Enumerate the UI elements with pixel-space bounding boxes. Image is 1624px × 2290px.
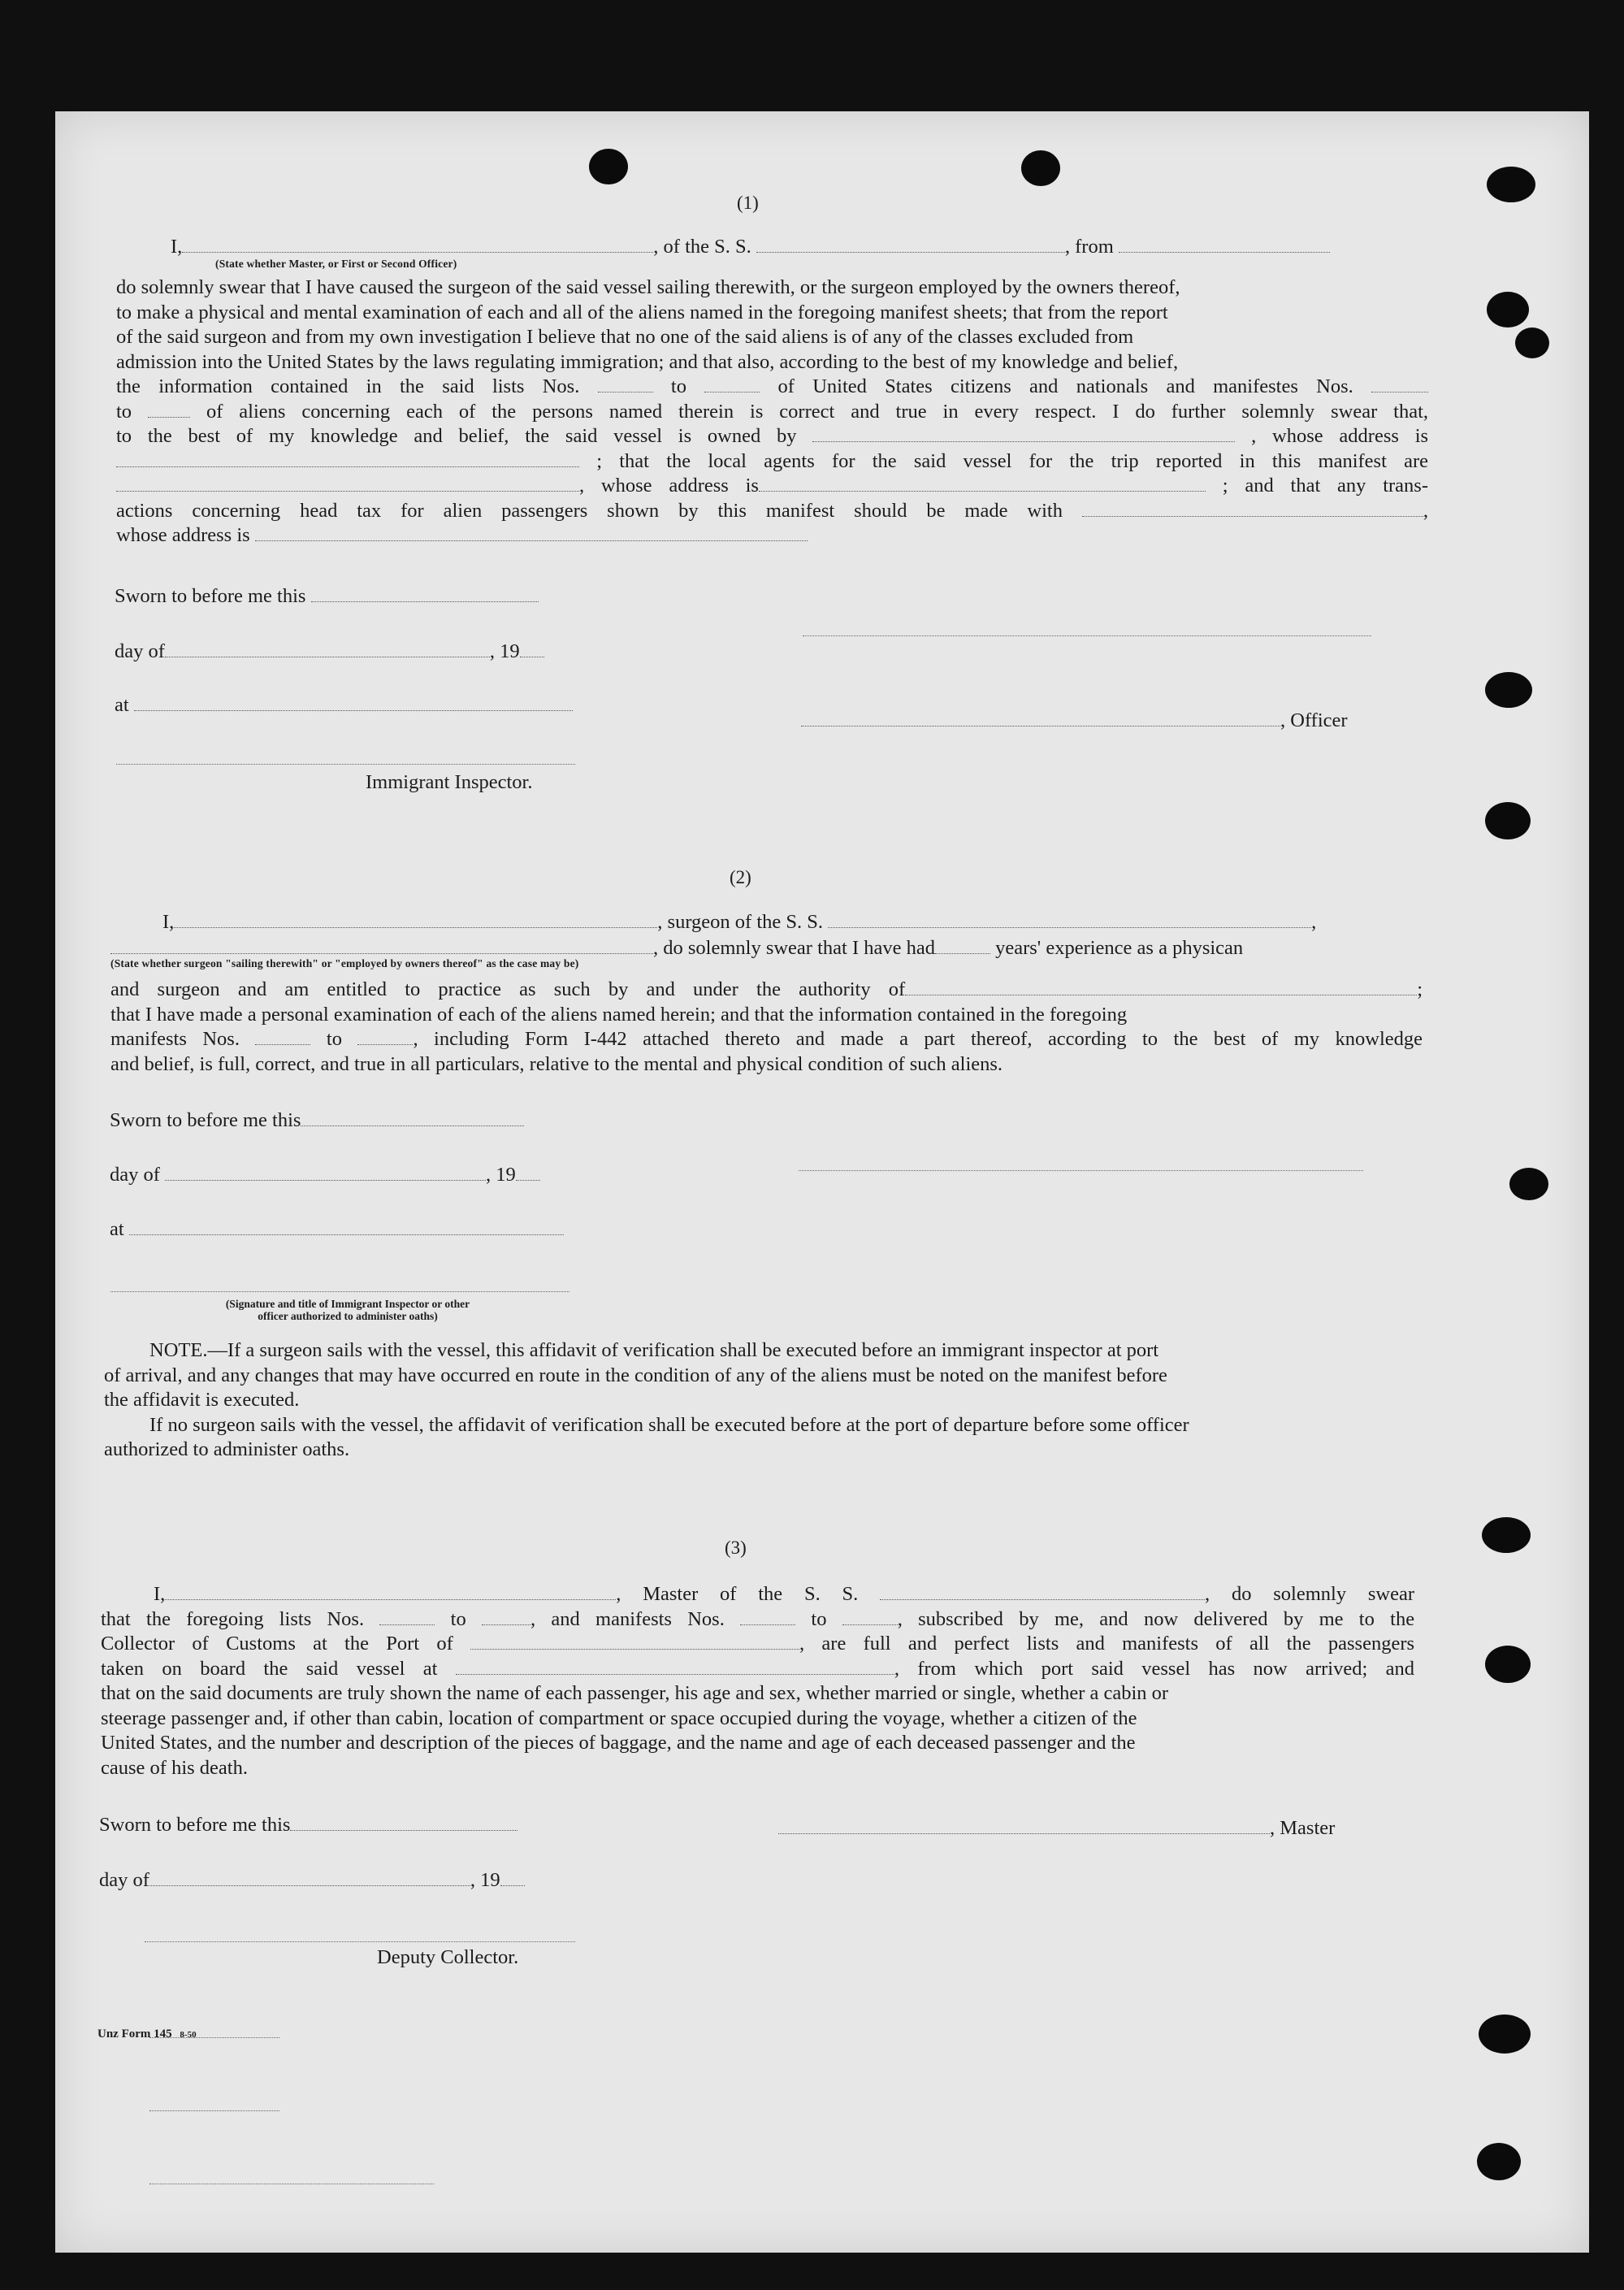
s2-manifests-to-blank[interactable] [357,1030,413,1045]
head-tax-contact-blank[interactable] [1082,501,1423,516]
s3-manifests-from-blank[interactable] [740,1610,795,1624]
punch-hole [1485,802,1531,839]
form-number: Unz Form 145 8-50 [97,2028,197,2041]
section-2-body: and surgeon and am entitled to practice as such by and under the authority of ; that I have made a personal examination of each of the aliens named herein; and that the information contained in the foregoing manifests Nos. to , including Form I-442 attached thereto and made a part thereof, according to the best of my knowledge and belief, is full, correct, and true in all particulars, relative to the mental and physical condition of such aliens. [110,978,1423,1075]
deputy-collector-label: Deputy Collector. [377,1946,519,1968]
section-1-number: (1) [737,193,759,213]
day-of-3: day of , 19 [99,1869,525,1892]
punch-hole [1482,1517,1531,1553]
section-2-number: (2) [730,867,751,887]
year-1-blank[interactable] [520,643,544,657]
officer-signature-blank[interactable] [801,712,1280,726]
port-blank[interactable] [470,1635,799,1650]
section-1-opening: I, , of the S. S. , from [171,236,1330,258]
punch-hole [1021,150,1060,186]
sworn-3-blank[interactable] [290,1816,518,1831]
officer-1: , Officer [801,709,1348,732]
note-paragraph: NOTE.—If a surgeon sails with the vessel, this affidavit of verification shall be executed before an immigrant inspector at port of arrival, and any changes that may have occurred en route in the condition of any of the aliens must be noted on the manifest before the affidavit is executed. If no surgeon sails with the vessel, the affidavit of verification shall be executed before at the port of departure before some officer authorized to administer oaths. [104,1339,1189,1460]
signature-title-note: (Signature and title of Immigrant Inspector or other officer authorized to administer oaths) [225,1298,470,1322]
head-tax-address-blank[interactable] [255,527,808,541]
master-signature-blank[interactable] [778,1819,1270,1834]
day-of-2-blank[interactable] [165,1166,486,1181]
section-2-line-2: , do solemnly swear that I have had years' experience as a physican [110,937,1243,960]
deputy-line[interactable] [145,1941,575,1942]
punch-hole [1479,2015,1531,2054]
authority-blank[interactable] [905,981,1417,995]
at-2: at [110,1218,564,1241]
footer-line [149,2037,279,2038]
local-agents-blank[interactable] [116,477,579,492]
surgeon-name-blank[interactable] [174,913,657,928]
inspector-line-2[interactable] [110,1291,569,1292]
manifests-from-blank[interactable] [1371,378,1428,393]
punch-hole [1485,1646,1531,1683]
s3-manifests-to-blank[interactable] [842,1610,898,1624]
agents-address-blank[interactable] [759,477,1206,492]
s3-lists-to-blank[interactable] [482,1610,531,1624]
s3-lists-from-blank[interactable] [379,1610,435,1624]
role-note: (State whether Master, or First or Second Officer) [215,258,457,270]
boarding-port-blank[interactable] [456,1659,894,1674]
punch-hole [589,149,628,184]
master-3: , Master [778,1817,1335,1840]
s2-manifests-from-blank[interactable] [255,1030,310,1045]
punch-hole [1485,672,1532,708]
lists-from-blank[interactable] [598,378,653,393]
years-blank[interactable] [935,939,990,954]
sworn-2-blank[interactable] [301,1112,524,1126]
day-of-3-blank[interactable] [149,1871,470,1886]
footer-line [149,2110,279,2111]
at-2-blank[interactable] [129,1221,564,1235]
form-page [55,111,1589,2253]
punch-hole [1477,2143,1521,2180]
sworn-1: Sworn to before me this [115,585,539,608]
punch-hole [1509,1168,1548,1200]
punch-hole [1487,167,1535,202]
immigrant-inspector-label: Immigrant Inspector. [366,771,533,793]
day-of-2: day of , 19 [110,1164,540,1186]
sworn-1-blank[interactable] [311,588,539,602]
owner-address-blank[interactable] [116,452,579,466]
surgeon-type-blank[interactable] [110,939,653,954]
punch-hole [1515,327,1549,358]
punch-hole [1487,292,1529,327]
signature-line-1[interactable] [803,635,1371,636]
day-of-1: day of , 19 [115,640,544,663]
section-3-body: I, , Master of the S. S. , do solemnly swear that the foregoing lists Nos. to , and manifests Nos. to , subscribed by me, and now delivered by me to the Collector of Customs at the Port of , are full and perfect lists and manifests of all the passengers taken on board the said vessel at , from which port said vessel has now arrived; and that on the said documents are truly shown the name of each passenger, his age and sex, whether married or single, whether a cabin or steerage passenger and, if other than cabin, location of compartment or space occupied during the voyage, whether a citizen of the United States, and the number and description of the pieces of baggage, and the name and age of each deceased passenger and the cause of his death. [101,1583,1415,1779]
master-name-blank[interactable] [165,1585,616,1600]
at-1-blank[interactable] [134,696,573,711]
surgeon-vessel-blank[interactable] [828,913,1311,928]
section-3-number: (3) [725,1538,747,1558]
vessel-name-blank[interactable] [756,238,1065,253]
year-3-blank[interactable] [500,1871,525,1886]
signature-line-2[interactable] [799,1170,1363,1171]
manifests-to-blank[interactable] [148,402,190,417]
surgeon-type-note: (State whether surgeon "sailing therewith" or "employed by owners thereof" as the case may be) [110,957,579,969]
owner-blank[interactable] [812,427,1235,442]
inspector-line-1[interactable] [116,764,575,765]
sworn-3: Sworn to before me this [99,1814,518,1837]
year-2-blank[interactable] [516,1166,540,1181]
sworn-2: Sworn to before me this [110,1109,524,1132]
role-blank[interactable] [182,238,653,253]
from-port-blank[interactable] [1119,238,1330,253]
master-vessel-blank[interactable] [880,1585,1205,1600]
day-of-1-blank[interactable] [165,643,490,657]
section-1-body: do solemnly swear that I have caused the surgeon of the said vessel sailing therewith, or the surgeon employed by the owners thereof, to make a physical and mental examination of each and all of the aliens named in the foregoing manifest sheets; that from the report of the said surgeon and from my own investigation I believe that no one of the said aliens is of any of the classes excluded from admission into the United States by the laws regulating immigration; and that also, according to the best of my knowledge and belief, the information contained in the said lists Nos. to of United States citizens and nationals and manifestes Nos. to of aliens concerning each of the persons named therein is correct and true in every respect. I do further solemnly swear that, to the best of my knowledge and belief, the said vessel is owned by , whose address is ; that the local agents for the said vessel for the trip reported in this manifest are , whose address is ; and that any trans- actions concerning head tax for alien passengers shown by this manifest should be made with , whose address is [116,276,1429,546]
section-2-opening: I, , surgeon of the S. S. , [162,911,1317,933]
lists-to-blank[interactable] [704,378,760,393]
at-1: at [115,694,573,717]
